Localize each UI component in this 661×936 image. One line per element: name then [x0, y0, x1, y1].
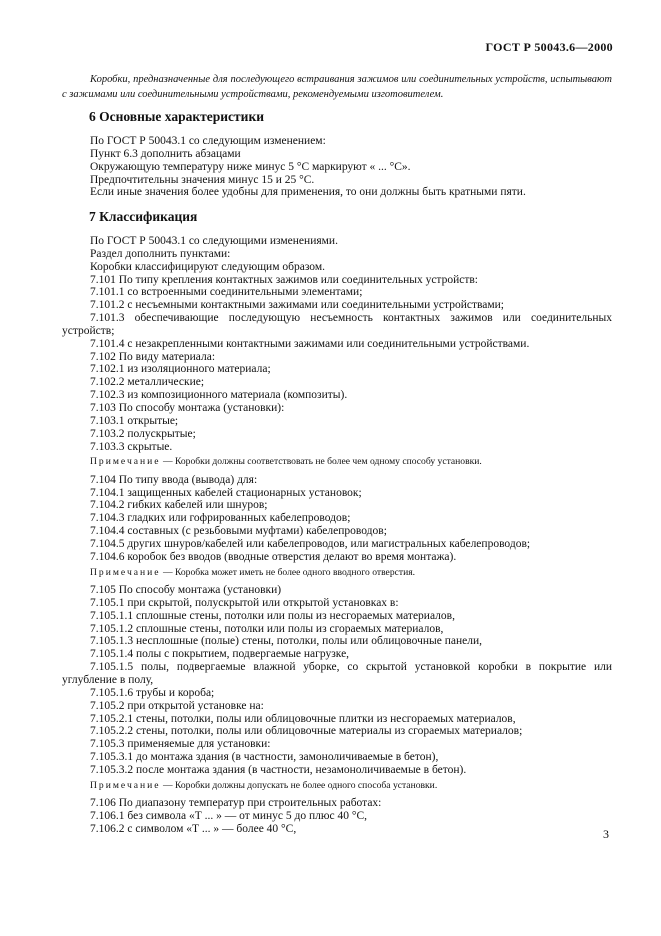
section-7-heading: 7 Классификация: [89, 209, 198, 224]
note-label: Примечание: [90, 779, 161, 791]
clause-7-105: 7.105 По способу монтажа (установки): [90, 584, 282, 597]
clause-7-105-2-2: 7.105.2.2 стены, потолки, полы или облицовочные материалы из сгораемых материалов;: [90, 725, 523, 738]
clause-7-105-2: 7.105.2 при открытой установке на:: [90, 699, 264, 712]
section-6-body: [62, 135, 612, 199]
clause-7-102: 7.102 По виду материала:: [90, 350, 216, 363]
clause-7-104-6: 7.104.6 коробок без вводов (вводные отверстия делают во время монтажа).: [90, 550, 457, 563]
note-text: — Коробки должны допускать не более одного способа установки.: [162, 779, 438, 791]
clause-7-105-1-6: 7.105.1.6 трубы и короба;: [90, 686, 215, 699]
clause-7-105-1-1: 7.105.1.1 сплошные стены, потолки или полы из несгораемых материалов,: [90, 609, 455, 622]
note-text: — Коробка может иметь не более одного вводного отверстия.: [162, 566, 416, 578]
clause-7-101-3: 7.101.3 обеспечивающие последующую несъемность контактных зажимов или соединительных устройств;: [62, 312, 612, 337]
note-text: — Коробки должны соответствовать не более чем одному способу установки.: [162, 456, 482, 468]
paragraph: По ГОСТ Р 50043.1 со следующими изменениями.: [90, 235, 338, 247]
note-3: [62, 777, 612, 797]
clause-7-104: 7.104 По типу ввода (вывода) для:: [90, 473, 258, 486]
clause-7-105-3-2: 7.105.3.2 после монтажа здания (в частности, незамоноличиваемые в бетон).: [90, 763, 467, 776]
clause-7-105-2-1: 7.105.2.1 стены, потолки, полы или облицовочные плитки из несгораемых материалов,: [90, 712, 516, 725]
intro-paragraph: Коробки, предназначенные для последующего встраивания зажимов или соединительных устройств, испытывают с зажимами или соединительными устройствами, рекомендуемыми изготовителем.: [62, 74, 612, 100]
clause-7-102-1: 7.102.1 из изоляционного материала;: [90, 363, 271, 376]
clause-7-101-1: 7.101.1 со встроенными соединительными элементами;: [90, 286, 363, 299]
page-number: 3: [603, 827, 609, 841]
clause-7-105-1-5: 7.105.1.5 полы, подвергаемые влажной уборке, со скрытой установкой коробки в покрытие или углубление в полу,: [62, 661, 612, 686]
clause-7-104-2: 7.104.2 гибких кабелей или шнуров;: [90, 499, 268, 512]
clause-7-101-2: 7.101.2 с несъемными контактными зажимами или соединительными устройствами;: [90, 299, 504, 312]
clause-7-105-1: 7.105.1 при скрытой, полускрытой или открытой установках в:: [90, 596, 399, 609]
clause-7-105-1-2: 7.105.1.2 сплошные стены, потолки или полы из сгораемых материалов,: [90, 622, 444, 635]
clause-7-103-1: 7.103.1 открытые;: [90, 414, 179, 427]
section-7-body: [62, 235, 612, 836]
paragraph: Пункт 6.3 дополнить абзацами: [90, 147, 241, 160]
clause-7-104-3: 7.104.3 гладких или гофрированных кабелепроводов;: [90, 512, 351, 525]
clause-7-106-2: 7.106.2 с символом «Т ... » — более 40 °С,: [90, 822, 297, 835]
clause-7-103-2: 7.103.2 полускрытые;: [90, 427, 196, 440]
paragraph: Коробки классифицируют следующим образом.: [90, 260, 325, 273]
clause-7-104-4: 7.104.4 составных (с резьбовыми муфтами) кабелепроводов;: [90, 525, 387, 538]
standard-code-header: ГОСТ Р 50043.6—2000: [485, 40, 613, 54]
paragraph: Предпочтительны значения минус 15 и 25 °С.: [90, 173, 315, 186]
note-label: Примечание: [90, 566, 161, 578]
clause-7-104-5: 7.104.5 других шнуров/кабелей или кабелепроводов, или магистральных кабелепроводов;: [90, 537, 531, 550]
section-6-heading: 6 Основные характеристики: [89, 109, 265, 124]
clause-7-102-2: 7.102.2 металлические;: [90, 376, 205, 389]
paragraph: Раздел дополнить пунктами:: [90, 247, 231, 260]
clause-7-103: 7.103 По способу монтажа (установки):: [90, 401, 285, 414]
note-2: [62, 564, 612, 584]
clause-7-105-3: 7.105.3 применяемые для установки:: [90, 738, 271, 751]
clause-7-101-4: 7.101.4 с незакрепленными контактными зажимами или соединительными устройствами.: [90, 337, 530, 350]
note-1: [62, 453, 612, 473]
clause-7-105-1-3: 7.105.1.3 несплошные (полые) стены, потолки, полы или облицовочные панели,: [90, 635, 483, 648]
clause-7-102-3: 7.102.3 из композиционного материала (композиты).: [90, 389, 348, 402]
clause-7-105-1-4: 7.105.1.4 полы с покрытием, подвергаемые нагрузке,: [90, 648, 350, 661]
clause-7-104-1: 7.104.1 защищенных кабелей стационарных установок;: [90, 486, 362, 499]
paragraph: По ГОСТ Р 50043.1 со следующим изменением:: [90, 135, 326, 147]
paragraph: Окружающую температуру ниже минус 5 °С маркируют « ... °С».: [90, 160, 411, 173]
clause-7-106-1: 7.106.1 без символа «Т ... » — от минус 5 до плюс 40 °С,: [90, 809, 367, 822]
clause-7-105-3-1: 7.105.3.1 до монтажа здания (в частности, замоноличиваемые в бетон),: [90, 751, 439, 764]
clause-7-103-3: 7.103.3 скрытые.: [90, 440, 173, 453]
note-label: Примечание: [90, 456, 161, 468]
clause-7-101: 7.101 По типу крепления контактных зажимов или соединительных устройств:: [90, 273, 479, 286]
paragraph: Если иные значения более удобны для применения, то они должны быть кратными пяти.: [90, 186, 526, 199]
clause-7-106: 7.106 По диапазону температур при строительных работах:: [90, 797, 382, 810]
